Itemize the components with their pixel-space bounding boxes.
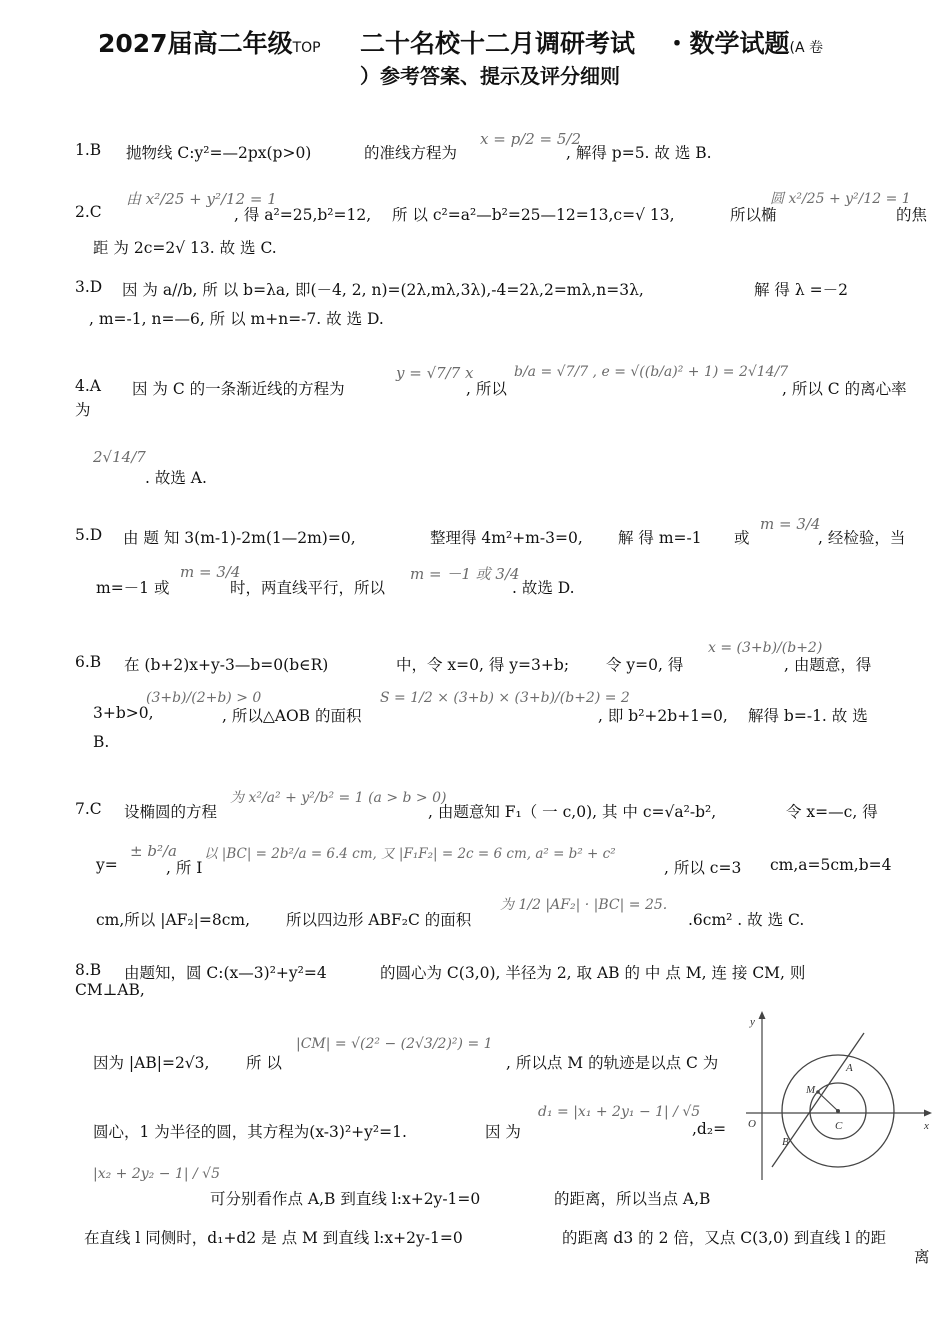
q2-text-d: 的焦 xyxy=(896,206,928,224)
q4-line3: . 故选 A. xyxy=(145,469,207,487)
point-m xyxy=(816,1090,820,1094)
q2-text-a: , 得 a²=25,b²=12, xyxy=(234,206,372,224)
q7-formula1: 为 x²/a² + y²/b² = 1 (a > b > 0) xyxy=(230,790,447,806)
q7-line3-a: cm,所以 |AF₂|=8cm, xyxy=(96,911,250,929)
q7-text-b: , 由题意知 F₁（ 一 c,0), 其 中 c=√a²-b², xyxy=(428,803,717,821)
label-y: y xyxy=(750,1016,755,1028)
q7-formula2: ± b²/a xyxy=(130,842,177,860)
q4-text-a: 因 为 C 的一条渐近线的方程为 xyxy=(132,380,345,398)
q6-text-d: , 由题意，得 xyxy=(784,656,872,674)
q2-formula1: 由 x²/25 + y²/12 = 1 xyxy=(126,190,277,208)
q7-line3-c: .6cm² . 故 选 C. xyxy=(688,911,805,929)
q8-line3-b: 因 为 xyxy=(485,1123,521,1141)
q8-line4-b: 的距离，所以当点 A,B xyxy=(554,1190,711,1208)
q2-text-c: 所以椭 xyxy=(730,206,777,224)
q5-line2-c: . 故选 D. xyxy=(512,579,575,597)
q8-line2-c: , 所以点 M 的轨迹是以点 C 为 xyxy=(506,1054,719,1072)
q7-number: 7.C xyxy=(75,800,102,818)
q6-text-b: 中，令 x=0, 得 y=3+b; xyxy=(396,656,570,674)
q7-line3-b: 所以四边形 ABF₂C 的面积 xyxy=(286,911,472,929)
q3-line2: , m=-1, n=—6, 所 以 m+n=-7. 故 选 D. xyxy=(89,310,384,328)
q1-text-b: 的准线方程为 xyxy=(364,144,458,162)
q8-line5-c: 离 xyxy=(914,1248,930,1266)
label-m: M xyxy=(806,1084,816,1096)
q8-line5-b: 的距离 d3 的 2 倍，又点 C(3,0) 到直线 l 的距 xyxy=(562,1229,887,1247)
q4-number: 4.A xyxy=(75,377,101,395)
q7-line2-c: , 所以 c=3 xyxy=(664,859,742,877)
q6-line2-a: 3+b>0, xyxy=(93,704,154,722)
q5-formula3: m = －1 或 3/4 xyxy=(410,565,520,583)
q6-line2-b: , 所以△AOB 的面积 xyxy=(222,707,362,725)
q4-formula2: b/a = √7/7 , e = √((b/a)² + 1) = 2√14/7 xyxy=(514,364,789,380)
q1-text-a: 抛物线 C:y²=—2px(p>0) xyxy=(126,144,312,162)
q5-text-e: , 经检验，当 xyxy=(818,529,906,547)
page-subtitle: ）参考答案、提示及评分细则 xyxy=(360,64,620,88)
q5-formula2: m = 3/4 xyxy=(180,563,241,581)
q7-formula4: 为 1/2 |AF₂| · |BC| = 25. xyxy=(500,897,668,913)
title-part1: 2027届高二年级 xyxy=(98,29,293,58)
title-part3: ・数学试题 xyxy=(664,29,790,58)
q8-line4-a: 可分别看作点 A,B 到直线 l:x+2y-1=0 xyxy=(210,1190,481,1208)
q3-number: 3.D xyxy=(75,278,103,296)
q8-diagram-svg xyxy=(740,1005,940,1185)
q2-line2: 距 为 2c=2√ 13. 故 选 C. xyxy=(93,239,277,257)
point-c xyxy=(836,1109,840,1113)
label-x: x xyxy=(924,1120,929,1132)
q1-formula: x = p/2 = 5/2 xyxy=(480,130,582,148)
title-ajuan: (A 卷 xyxy=(789,40,824,56)
q6-formula2: (3+b)/(2+b) > 0 xyxy=(146,690,262,706)
q4-formula1: y = √7/7 x xyxy=(396,364,474,382)
q2-number: 2.C xyxy=(75,203,102,221)
q8-line3-c: ,d₂= xyxy=(692,1120,727,1138)
q7-line2-a: y= xyxy=(96,856,118,874)
q3-text-b: 解 得 λ =－2 xyxy=(754,281,848,299)
q2-text-b: 所 以 c²=a²—b²=25—12=13,c=√ 13, xyxy=(392,206,675,224)
title-part2: 二十名校十二月调研考试 xyxy=(360,29,636,58)
q5-line2-b: 时，两直线平行，所以 xyxy=(230,579,386,597)
q5-text-a: 由 题 知 3(m-1)-2m(1—2m)=0, xyxy=(123,529,356,547)
q5-line2-a: m=－1 或 xyxy=(96,579,170,597)
q6-number: 6.B xyxy=(75,653,102,671)
y-axis-arrow-icon xyxy=(759,1011,766,1019)
q6-line2-d: 解得 b=-1. 故 选 xyxy=(748,707,868,725)
q6-formula3: S = 1/2 × (3+b) × (3+b)/(b+2) = 2 xyxy=(380,690,630,706)
q4-formula3: 2√14/7 xyxy=(93,448,146,466)
q5-text-b: 整理得 4m²+m-3=0, xyxy=(430,529,583,547)
q2-formula2: 圆 x²/25 + y²/12 = 1 xyxy=(770,191,911,207)
segment-cm xyxy=(818,1092,838,1111)
q5-formula1: m = 3/4 xyxy=(760,515,821,533)
q8-formula1: |CM| = √(2² − (2√3/2)²) = 1 xyxy=(296,1036,493,1052)
q8-line2-b: 所 以 xyxy=(246,1054,282,1072)
q7-line2-d: cm,a=5cm,b=4 xyxy=(770,856,892,874)
label-a: A xyxy=(846,1062,853,1074)
q1-text-c: , 解得 p=5. 故 选 B. xyxy=(566,144,712,162)
q4-line2: 为 xyxy=(75,401,91,419)
q3-text-a: 因 为 a//b, 所 以 b=λa, 即(－4, 2, n)=(2λ,mλ,3λ),-4=2λ,2=mλ,n=3λ, xyxy=(122,281,644,299)
q8-number: 8.B xyxy=(75,961,102,979)
q8-text-c: CM⊥AB, xyxy=(75,981,145,999)
q4-text-b: , 所以 xyxy=(466,380,507,398)
q6-formula1: x = (3+b)/(b+2) xyxy=(708,640,823,656)
q8-text-b: 的圆心为 C(3,0), 半径为 2, 取 AB 的 中 点 M, 连 接 CM, 则 xyxy=(380,964,806,982)
q6-line3: B. xyxy=(93,733,110,751)
x-axis-arrow-icon xyxy=(924,1110,932,1117)
q6-text-a: 在 (b+2)x+y-3—b=0(b∈R) xyxy=(124,656,329,674)
label-b: B xyxy=(782,1136,789,1148)
q8-diagram xyxy=(740,1005,940,1185)
q7-text-a: 设椭圆的方程 xyxy=(124,803,218,821)
q7-text-c: 令 x=—c, 得 xyxy=(786,803,878,821)
label-o: O xyxy=(748,1118,756,1130)
q8-line2-a: 因为 |AB|=2√3, xyxy=(93,1054,210,1072)
q5-text-d: 或 xyxy=(734,529,750,547)
q4-text-c: , 所以 C 的离心率 xyxy=(782,380,907,398)
label-c: C xyxy=(835,1120,843,1132)
q8-line5-a: 在直线 l 同侧时，d₁+d2 是 点 M 到直线 l:x+2y-1=0 xyxy=(84,1229,463,1247)
q8-formula3: |x₂ + 2y₂ − 1| / √5 xyxy=(93,1166,220,1182)
q6-line2-c: , 即 b²+2b+1=0, xyxy=(598,707,728,725)
q8-formula2: d₁ = |x₁ + 2y₁ − 1| / √5 xyxy=(538,1104,701,1120)
q8-line3-a: 圆心，1 为半径的圆，其方程为(x-3)²+y²=1. xyxy=(93,1123,407,1141)
q6-text-c: 令 y=0, 得 xyxy=(606,656,684,674)
q5-number: 5.D xyxy=(75,526,103,544)
q8-text-a: 由题知，圆 C:(x—3)²+y²=4 xyxy=(124,964,327,982)
q5-text-c: 解 得 m=-1 xyxy=(618,529,702,547)
q7-formula3: 以 |BC| = 2b²/a = 6.4 cm, 又 |F₁F₂| = 2c = 6 cm, a² = b² + c² xyxy=(204,846,616,862)
q1-number: 1.B xyxy=(75,141,102,159)
page-title xyxy=(98,24,823,60)
title-top: TOP xyxy=(292,40,321,56)
q7-line2-b: , 所 I xyxy=(166,859,203,877)
